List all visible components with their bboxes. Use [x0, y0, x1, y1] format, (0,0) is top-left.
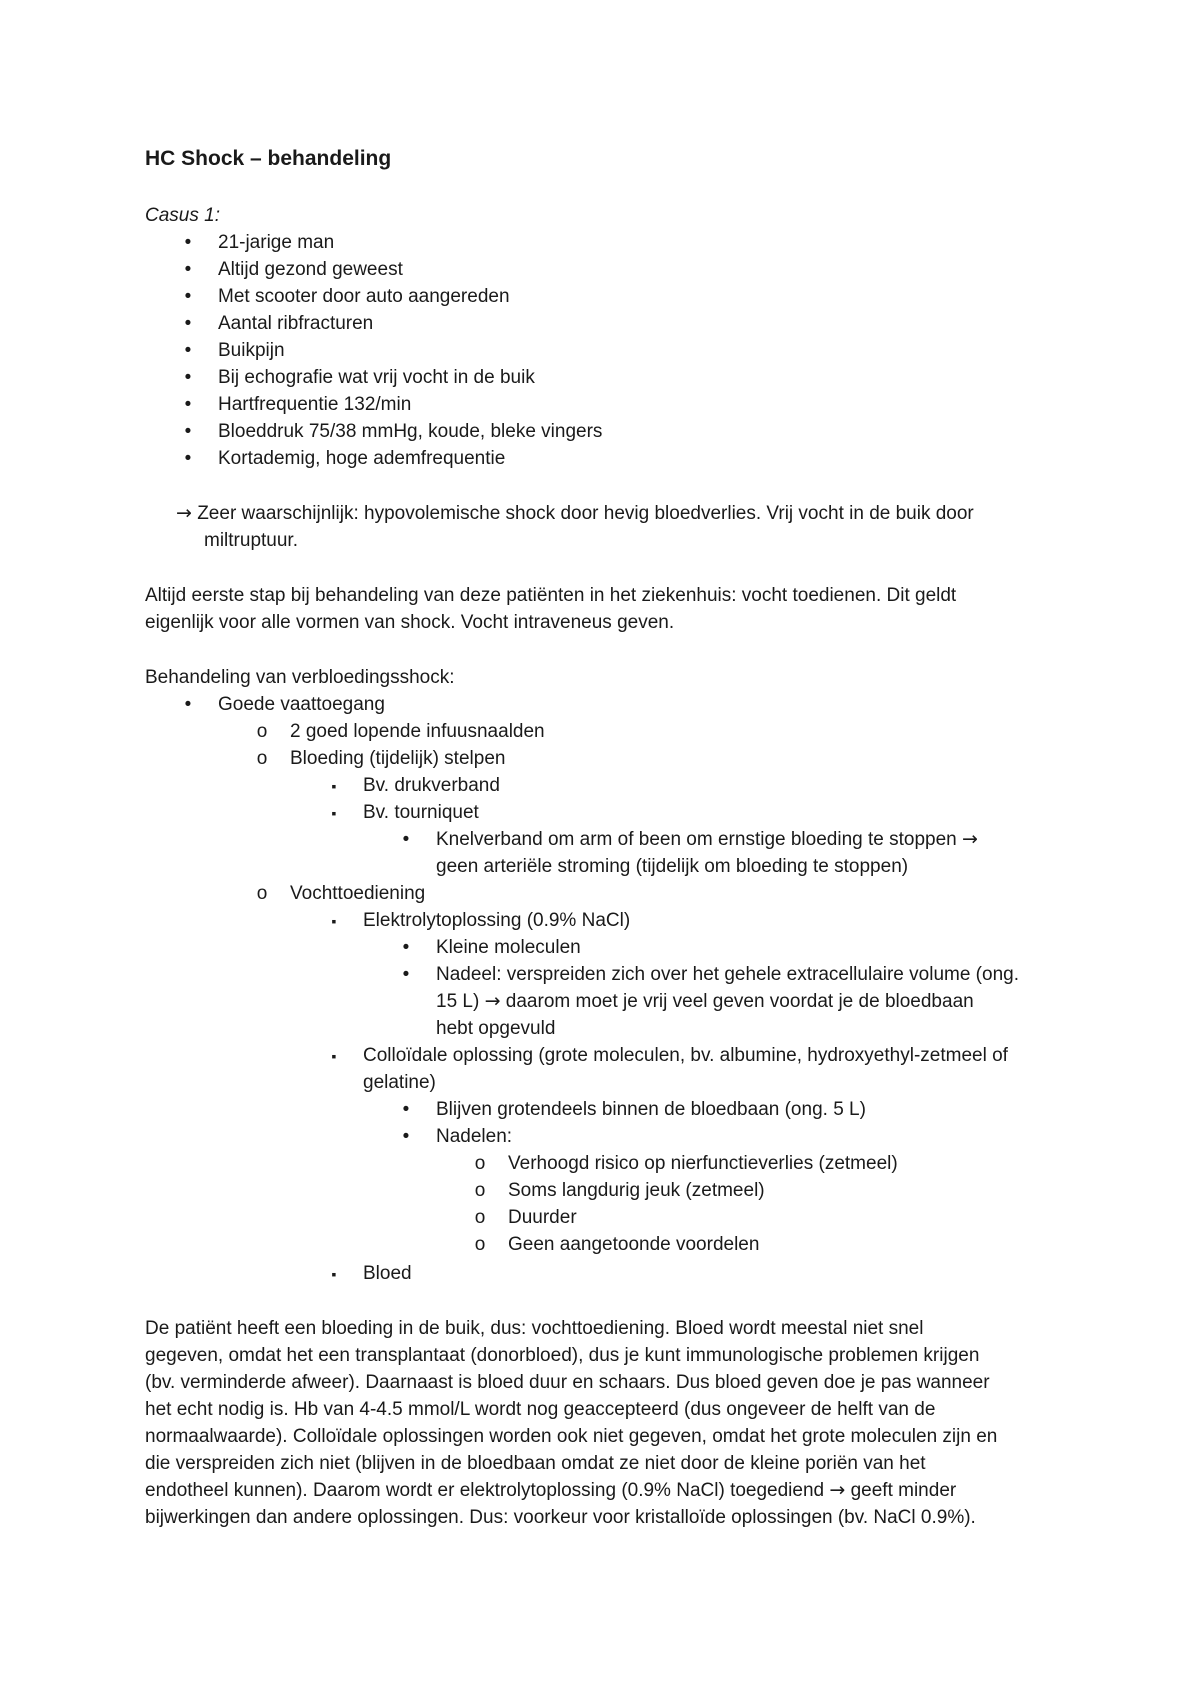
list-item: 2 goed lopende infuusnaalden — [290, 721, 545, 742]
square-bullet-icon — [326, 1260, 342, 1288]
list-item-text: Knelverband om arm of been om ernstige bloeding te stoppen — [436, 829, 957, 850]
list-item: Buikpijn — [218, 340, 285, 361]
list-item: Colloïdale oplossing (grote moleculen, bv. albumine, hydroxyethyl-zetmeel of — [363, 1045, 1008, 1066]
list-item: Kortademig, hoge ademfrequentie — [218, 448, 506, 469]
list-item: Bv. drukverband — [363, 775, 500, 796]
list-item: Bij echografie wat vrij vocht in de buik — [218, 367, 535, 388]
paragraph-line: het echt nodig is. Hb van 4-4.5 mmol/L wordt nog geaccepteerd (dus ongeveer de helft van de — [145, 1399, 936, 1420]
list-item: Goede vaattoegang — [218, 694, 385, 715]
circle-bullet-icon — [472, 1231, 488, 1258]
paragraph-line: normaalwaarde). Colloïdale oplossingen worden ook niet gegeven, omdat het grote moleculen zijn en — [145, 1426, 998, 1447]
list-item — [436, 826, 978, 853]
list-item: Bloeddruk 75/38 mmHg, koude, bleke vingers — [218, 421, 603, 442]
conclusion-line-2: miltruptuur. — [204, 530, 298, 551]
list-item: Vochttoediening — [290, 883, 426, 904]
list-item: Bloed — [363, 1263, 412, 1284]
paragraph-line: gegeven, omdat het een transplantaat (donorbloed), dus je kunt immunologische problemen krijgen — [145, 1345, 980, 1366]
arrow-right-icon: → — [484, 990, 501, 1012]
document-title: HC Shock – behandeling — [145, 147, 392, 170]
square-bullet-icon — [326, 907, 342, 935]
arrow-right-icon: → — [829, 1479, 846, 1501]
list-item: Duurder — [508, 1207, 577, 1228]
list-item: Blijven grotendeels binnen de bloedbaan (ong. 5 L) — [436, 1099, 866, 1120]
paragraph-line: die verspreiden zich niet (blijven in de bloedbaan omdat ze niet door de kleine poriën van het — [145, 1453, 926, 1474]
list-item: Elektrolytoplossing (0.9% NaCl) — [363, 910, 631, 931]
circle-bullet-icon — [254, 880, 270, 907]
square-bullet-icon — [326, 799, 342, 827]
circle-bullet-icon — [472, 1177, 488, 1204]
circle-bullet-icon — [472, 1150, 488, 1177]
bullet-icon — [180, 283, 196, 310]
paragraph-text: geeft minder — [850, 1480, 957, 1501]
bullet-icon — [398, 934, 414, 961]
bullet-icon — [180, 445, 196, 472]
bullet-icon — [398, 826, 414, 853]
bullet-icon — [180, 691, 196, 718]
bullet-icon — [180, 364, 196, 391]
paragraph-line: eigenlijk voor alle vormen van shock. Vocht intraveneus geven. — [145, 612, 675, 633]
arrow-right-icon: → — [962, 828, 978, 850]
conclusion-text: Zeer waarschijnlijk: hypovolemische shock door hevig bloedverlies. Vrij vocht in de buik door — [197, 503, 974, 524]
list-item-continuation: hebt opgevuld — [436, 1018, 556, 1039]
list-item: Hartfrequentie 132/min — [218, 394, 412, 415]
list-item-continuation — [436, 988, 974, 1015]
bullet-icon — [180, 418, 196, 445]
list-item: Altijd gezond geweest — [218, 259, 403, 280]
conclusion-line-1 — [176, 500, 974, 527]
paragraph-line: Altijd eerste stap bij behandeling van deze patiënten in het ziekenhuis: vocht toedienen. Dit geldt — [145, 585, 957, 606]
list-item: Nadeel: verspreiden zich over het gehele extracellulaire volume (ong. — [436, 964, 1019, 985]
square-bullet-icon — [326, 772, 342, 800]
list-item-text: daarom moet je vrij veel geven voordat je de bloedbaan — [505, 991, 974, 1012]
list-item: Geen aangetoonde voordelen — [508, 1234, 760, 1255]
circle-bullet-icon — [254, 718, 270, 745]
list-item: Bloeding (tijdelijk) stelpen — [290, 748, 506, 769]
bullet-icon — [398, 1123, 414, 1150]
list-item: Nadelen: — [436, 1126, 513, 1147]
list-item: Aantal ribfracturen — [218, 313, 374, 334]
square-bullet-icon — [326, 1042, 342, 1070]
bullet-icon — [398, 1096, 414, 1123]
paragraph-line: (bv. verminderde afweer). Daarnaast is bloed duur en schaars. Dus bloed geven doe je pas wanneer — [145, 1372, 990, 1393]
list-item-continuation: gelatine) — [363, 1072, 436, 1093]
list-item: Met scooter door auto aangereden — [218, 286, 510, 307]
paragraph-line — [145, 1477, 956, 1504]
bullet-icon — [180, 391, 196, 418]
list-item: Kleine moleculen — [436, 937, 581, 958]
bullet-icon — [180, 229, 196, 256]
arrow-right-icon: → — [176, 502, 192, 524]
casus-label: Casus 1: — [145, 205, 220, 226]
paragraph-text: endotheel kunnen). Daarom wordt er elektrolytoplossing (0.9% NaCl) toegediend — [145, 1480, 825, 1501]
list-item-continuation: geen arteriële stroming (tijdelijk om bloeding te stoppen) — [436, 856, 909, 877]
paragraph-line: bijwerkingen dan andere oplossingen. Dus: voorkeur voor kristalloïde oplossingen (bv. NaCl 0.9%). — [145, 1507, 976, 1528]
treatment-heading: Behandeling van verbloedingsshock: — [145, 667, 455, 688]
list-item-text: 15 L) — [436, 991, 480, 1012]
bullet-icon — [180, 256, 196, 283]
list-item: Soms langdurig jeuk (zetmeel) — [508, 1180, 765, 1201]
bullet-icon — [180, 337, 196, 364]
circle-bullet-icon — [254, 745, 270, 772]
list-item: 21-jarige man — [218, 232, 335, 253]
circle-bullet-icon — [472, 1204, 488, 1231]
bullet-icon — [180, 310, 196, 337]
list-item: Verhoogd risico op nierfunctieverlies (zetmeel) — [508, 1153, 898, 1174]
bullet-icon — [398, 961, 414, 988]
list-item: Bv. tourniquet — [363, 802, 479, 823]
paragraph-line: De patiënt heeft een bloeding in de buik, dus: vochttoediening. Bloed wordt meestal niet snel — [145, 1318, 924, 1339]
